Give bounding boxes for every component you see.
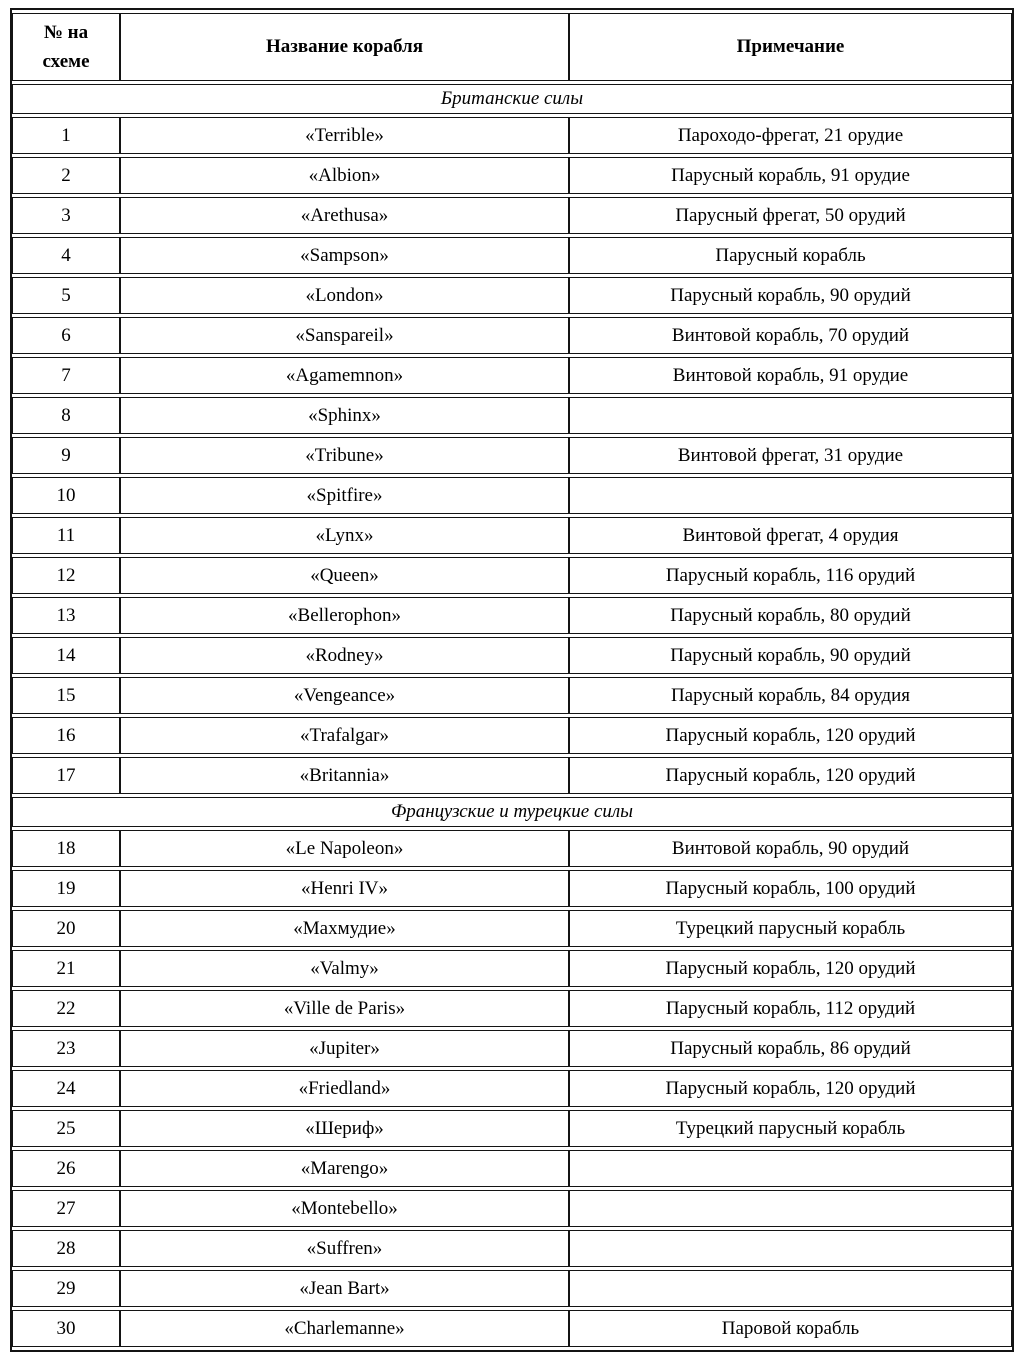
cell-note: Парусный фрегат, 50 орудий [569, 197, 1012, 234]
cell-scheme-number: 21 [12, 950, 120, 987]
header-note: Примечание [569, 13, 1012, 81]
cell-note: Паровой корабль [569, 1310, 1012, 1347]
table-row [12, 1110, 1012, 1147]
cell-note: Парусный корабль, 90 орудий [569, 277, 1012, 314]
cell-note: Винтовой корабль, 90 орудий [569, 830, 1012, 867]
cell-note [569, 397, 1012, 434]
cell-scheme-number: 24 [12, 1070, 120, 1107]
cell-note: Винтовой корабль, 70 орудий [569, 317, 1012, 354]
cell-ship-name: «Lynx» [120, 517, 569, 554]
cell-scheme-number: 8 [12, 397, 120, 434]
cell-note [569, 477, 1012, 514]
header-ship-name: Название корабля [120, 13, 569, 81]
cell-ship-name: «Ville de Paris» [120, 990, 569, 1027]
cell-ship-name: «Friedland» [120, 1070, 569, 1107]
table-row [12, 357, 1012, 394]
cell-ship-name: «Valmy» [120, 950, 569, 987]
cell-note: Пароходо-фрегат, 21 орудие [569, 117, 1012, 154]
cell-scheme-number: 22 [12, 990, 120, 1027]
cell-ship-name: «Rodney» [120, 637, 569, 674]
cell-scheme-number: 15 [12, 677, 120, 714]
header-number: № на схеме [12, 13, 120, 81]
cell-scheme-number: 10 [12, 477, 120, 514]
cell-note: Парусный корабль, 90 орудий [569, 637, 1012, 674]
table-row [12, 277, 1012, 314]
cell-note: Парусный корабль, 120 орудий [569, 950, 1012, 987]
cell-note: Турецкий парусный корабль [569, 1110, 1012, 1147]
cell-note: Винтовой фрегат, 4 орудия [569, 517, 1012, 554]
table-row [12, 830, 1012, 867]
section-title: Французские и турецкие силы [12, 797, 1012, 827]
cell-scheme-number: 28 [12, 1230, 120, 1267]
table-row [12, 437, 1012, 474]
cell-scheme-number: 16 [12, 717, 120, 754]
cell-note: Парусный корабль, 120 орудий [569, 1070, 1012, 1107]
cell-ship-name: «Montebello» [120, 1190, 569, 1227]
cell-ship-name: «Henri IV» [120, 870, 569, 907]
table-row [12, 757, 1012, 794]
cell-scheme-number: 20 [12, 910, 120, 947]
cell-note [569, 1190, 1012, 1227]
cell-ship-name: «London» [120, 277, 569, 314]
cell-scheme-number: 4 [12, 237, 120, 274]
cell-ship-name: «Vengeance» [120, 677, 569, 714]
cell-note: Парусный корабль, 120 орудий [569, 717, 1012, 754]
table-row [12, 197, 1012, 234]
cell-ship-name: «Sampson» [120, 237, 569, 274]
cell-ship-name: «Suffren» [120, 1230, 569, 1267]
cell-note: Парусный корабль, 91 орудие [569, 157, 1012, 194]
table-row [12, 557, 1012, 594]
table-row [12, 990, 1012, 1027]
cell-note [569, 1230, 1012, 1267]
cell-note: Парусный корабль, 84 орудия [569, 677, 1012, 714]
cell-ship-name: «Trafalgar» [120, 717, 569, 754]
cell-scheme-number: 23 [12, 1030, 120, 1067]
table-row [12, 1190, 1012, 1227]
table-row [12, 477, 1012, 514]
table-row [12, 1270, 1012, 1307]
cell-scheme-number: 18 [12, 830, 120, 867]
cell-ship-name: «Jupiter» [120, 1030, 569, 1067]
cell-ship-name: «Britannia» [120, 757, 569, 794]
table-row [12, 317, 1012, 354]
table-row [12, 237, 1012, 274]
cell-ship-name: «Bellerophon» [120, 597, 569, 634]
cell-scheme-number: 3 [12, 197, 120, 234]
table-row [12, 597, 1012, 634]
cell-ship-name: «Jean Bart» [120, 1270, 569, 1307]
cell-scheme-number: 14 [12, 637, 120, 674]
cell-note: Парусный корабль, 116 орудий [569, 557, 1012, 594]
cell-ship-name: «Sphinx» [120, 397, 569, 434]
table-row [12, 910, 1012, 947]
cell-scheme-number: 17 [12, 757, 120, 794]
cell-note: Турецкий парусный корабль [569, 910, 1012, 947]
section-title: Британские силы [12, 84, 1012, 114]
table-row [12, 677, 1012, 714]
cell-scheme-number: 26 [12, 1150, 120, 1187]
table-row [12, 950, 1012, 987]
cell-ship-name: «Agamemnon» [120, 357, 569, 394]
cell-note: Парусный корабль, 80 орудий [569, 597, 1012, 634]
cell-scheme-number: 27 [12, 1190, 120, 1227]
ships-table [10, 8, 1014, 1352]
table-row [12, 1150, 1012, 1187]
table-row [12, 1070, 1012, 1107]
table-row [12, 1310, 1012, 1347]
cell-scheme-number: 1 [12, 117, 120, 154]
cell-ship-name: «Albion» [120, 157, 569, 194]
cell-scheme-number: 11 [12, 517, 120, 554]
cell-ship-name: «Queen» [120, 557, 569, 594]
cell-scheme-number: 13 [12, 597, 120, 634]
cell-scheme-number: 25 [12, 1110, 120, 1147]
cell-scheme-number: 9 [12, 437, 120, 474]
table-row [12, 1030, 1012, 1067]
cell-note: Парусный корабль, 120 орудий [569, 757, 1012, 794]
cell-ship-name: «Arethusa» [120, 197, 569, 234]
cell-scheme-number: 12 [12, 557, 120, 594]
cell-ship-name: «Spitfire» [120, 477, 569, 514]
cell-note: Винтовой фрегат, 31 орудие [569, 437, 1012, 474]
table-body [12, 84, 1012, 1347]
cell-scheme-number: 2 [12, 157, 120, 194]
cell-scheme-number: 29 [12, 1270, 120, 1307]
table-row [12, 637, 1012, 674]
cell-note: Парусный корабль, 100 орудий [569, 870, 1012, 907]
table-row [12, 517, 1012, 554]
section-row [12, 84, 1012, 114]
cell-scheme-number: 19 [12, 870, 120, 907]
table-row [12, 1230, 1012, 1267]
table-row [12, 117, 1012, 154]
table-row [12, 157, 1012, 194]
header-row [12, 13, 1012, 81]
cell-note: Парусный корабль, 112 орудий [569, 990, 1012, 1027]
cell-scheme-number: 6 [12, 317, 120, 354]
cell-ship-name: «Махмудие» [120, 910, 569, 947]
cell-ship-name: «Tribune» [120, 437, 569, 474]
table-row [12, 870, 1012, 907]
cell-note [569, 1150, 1012, 1187]
cell-ship-name: «Sanspareil» [120, 317, 569, 354]
table-row [12, 397, 1012, 434]
cell-note: Винтовой корабль, 91 орудие [569, 357, 1012, 394]
cell-scheme-number: 5 [12, 277, 120, 314]
cell-ship-name: «Terrible» [120, 117, 569, 154]
cell-note [569, 1270, 1012, 1307]
table-header [12, 13, 1012, 81]
cell-scheme-number: 30 [12, 1310, 120, 1347]
cell-note: Парусный корабль, 86 орудий [569, 1030, 1012, 1067]
table-row [12, 717, 1012, 754]
cell-ship-name: «Le Napoleon» [120, 830, 569, 867]
cell-ship-name: «Charlemanne» [120, 1310, 569, 1347]
section-row [12, 797, 1012, 827]
cell-scheme-number: 7 [12, 357, 120, 394]
cell-ship-name: «Marengo» [120, 1150, 569, 1187]
cell-ship-name: «Шериф» [120, 1110, 569, 1147]
cell-note: Парусный корабль [569, 237, 1012, 274]
